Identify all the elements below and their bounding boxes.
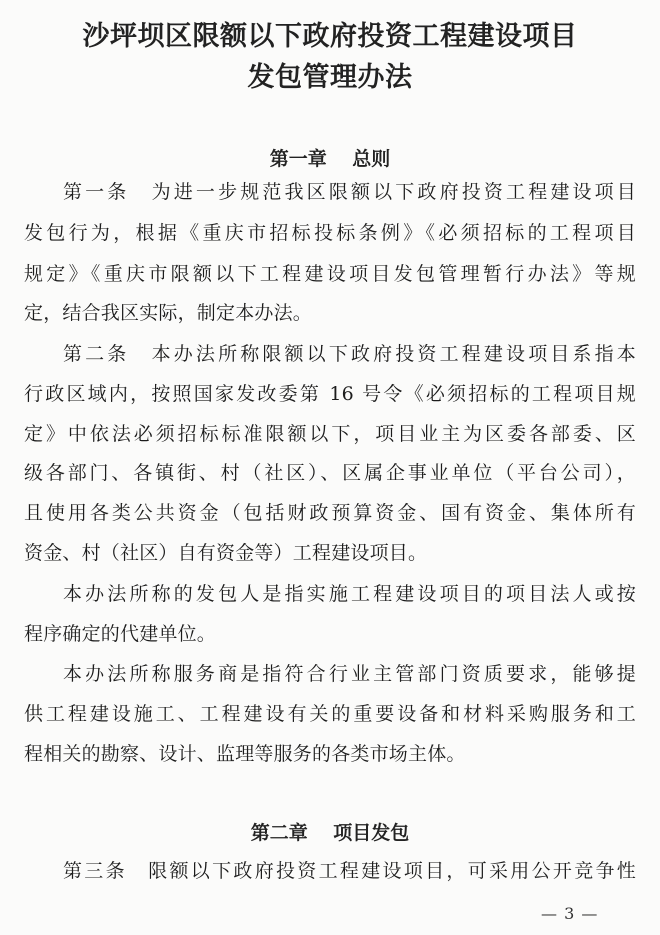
paragraph-employer-line-1: 本办法所称的发包人是指实施工程建设项目的项目法人或按 xyxy=(63,583,636,605)
paragraph-service-line-2: 供工程建设施工、工程建设有关的重要设备和材料采购服务和工 xyxy=(24,703,636,725)
article-1-line-2: 发包行为，根据《重庆市招标投标条例》《必须招标的工程项目 xyxy=(24,222,636,244)
article-1-line-3: 规定》《重庆市限额以下工程建设项目发包管理暂行办法》等规 xyxy=(24,263,636,285)
chapter-2-heading: 第二章 项目发包 xyxy=(250,822,410,844)
chapter-1-heading: 第一章 总则 xyxy=(269,148,391,170)
article-2-line-4: 级各部门、各镇街、村（社区）、区属企事业单位（平台公司）， xyxy=(24,462,636,484)
article-1-line-1: 第一条 为进一步规范我区限额以下政府投资工程建设项目 xyxy=(63,181,636,203)
article-2-line-2: 行政区域内，按照国家发改委第 16 号令《必须招标的工程项目规 xyxy=(24,383,636,405)
paragraph-employer-line-2: 程序确定的代建单位。 xyxy=(24,623,217,645)
article-2-line-5: 且使用各类公共资金（包括财政预算资金、国有资金、集体所有 xyxy=(24,502,636,524)
document-title-line-1: 沙坪坝区限额以下政府投资工程建设项目 xyxy=(82,21,578,52)
article-2-line-6: 资金、村（社区）自有资金等）工程建设项目。 xyxy=(24,542,428,564)
article-1-line-4: 定，结合我区实际，制定本办法。 xyxy=(24,302,313,324)
article-2-line-1: 第二条 本办法所称限额以下政府投资工程建设项目系指本 xyxy=(63,343,636,365)
paragraph-service-line-1: 本办法所称服务商是指符合行业主管部门资质要求，能够提 xyxy=(63,663,636,685)
paragraph-service-line-3: 程相关的勘察、设计、监理等服务的各类市场主体。 xyxy=(24,743,466,765)
article-3-line-1: 第三条 限额以下政府投资工程建设项目，可采用公开竞争性 xyxy=(63,860,636,882)
article-2-line-3: 定》中依法必须招标标准限额以下，项目业主为区委各部委、区 xyxy=(24,423,636,445)
page-number: — 3 — xyxy=(541,904,599,923)
document-title-line-2: 发包管理办法 xyxy=(247,62,413,93)
